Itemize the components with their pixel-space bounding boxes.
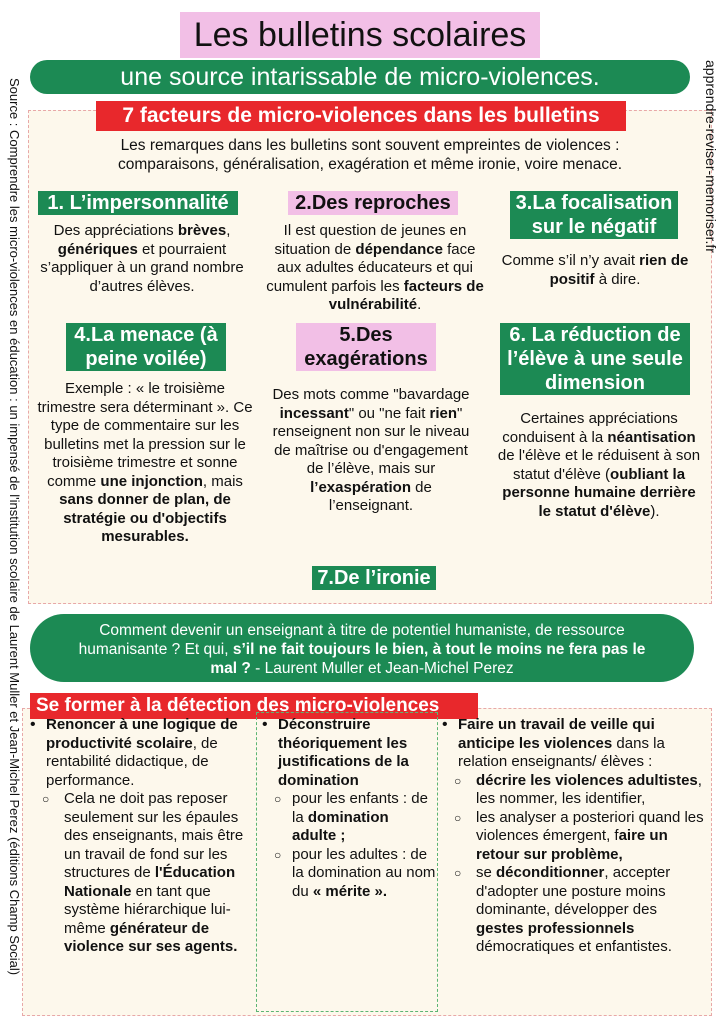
factor-6-title: 6. La réduction de l’élève à une seule dimension (500, 323, 690, 395)
factor-1-text: Des appréciations brèves, génériques et pourraient s’appliquer à un grand nombre d’autres élèves. (40, 222, 244, 295)
factors-intro: Les remarques dans les bulletins sont souvent empreintes de violences : comparaisons, généralisation, exagération et même ironie, voire menace. (117, 137, 622, 173)
factor-3-text: Comme s’il n’y avait rien de positif à dire. (501, 252, 689, 288)
site-credit: apprendre-reviser-memoriser.fr (703, 60, 719, 253)
source-credit: Source : Comprendre les micro-violences en éducation : un impensé de l'institution scolaire de Laurent Muller et Jean-Michel Perez (éditions Champ Social) (7, 78, 22, 976)
list-item: ○ pour les adultes : de la domination au nom du « mérite ». (260, 846, 436, 902)
list-item: ○ décrire les violences adultistes, les nommer, les identifier, (440, 772, 708, 809)
factors-banner: 7 facteurs de micro-violences dans les bulletins (96, 101, 626, 131)
factor-5-title: 5.Des exagérations (296, 323, 436, 371)
list-item: ○ pour les enfants : de la domination adulte ; (260, 790, 436, 846)
list-item: ○ Cela ne doit pas reposer seulement sur les épaules des enseignants, mais être un travail de fond sur les structures de l'Éducation Nationale en tant que système hiérarchique lui-même générateur de violence sur ses agents. (28, 790, 256, 957)
factor-5-text: Des mots comme "bavardage incessant" ou "ne fait rien" renseignent non sur le niveau de maîtrise ou d'engagement de l’élève, mais sur l’exaspération de l’enseignant. (272, 386, 470, 514)
training-column-2 (260, 716, 436, 901)
list-item: • Renoncer à une logique de productivité scolaire, de rentabilité didactique, de performance. (28, 716, 256, 790)
list-item: • Déconstruire théoriquement les justifications de la domination (260, 716, 436, 790)
page-subtitle: une source intarissable de micro-violences. (30, 60, 690, 94)
training-column-3 (440, 716, 708, 957)
factor-7-title: 7.De l’ironie (312, 566, 436, 590)
factor-4-title: 4.La menace (à peine voilée) (66, 323, 226, 371)
quote-pill: Comment devenir un enseignant à titre de potentiel humaniste, de ressource humanisante ? Et qui, s’il ne fait toujours le bien, à tout le moins ne fera pas le mal ? - Laurent Muller et Jean-Michel Perez (30, 614, 694, 682)
training-column-1 (28, 716, 256, 957)
factor-6-text: Certaines appréciations conduisent à la néantisation de l'élève et le réduisent à son statut d'élève (oubliant la personne humaine derrière le statut d'élève). (497, 410, 701, 520)
list-item: • Faire un travail de veille qui anticipe les violences dans la relation enseignants/ élèves : (440, 716, 708, 772)
page-title: Les bulletins scolaires (180, 12, 540, 58)
list-item: ○ les analyser a posteriori quand les violences émergent, faire un retour sur problème, (440, 809, 708, 865)
factor-2-title: 2.Des reproches (288, 191, 458, 215)
training-banner: Se former à la détection des micro-violences (30, 693, 478, 719)
factor-2-text: Il est question de jeunes en situation de dépendance face aux adultes éducateurs et qui cumulent parfois les facteurs de vulnérabilité. (266, 222, 484, 313)
list-item: ○ se déconditionner, accepter d'adopter une posture moins dominante, développer des gestes professionnels démocratiques et enfantistes. (440, 864, 708, 957)
factor-1-title: 1. L’impersonnalité (38, 191, 238, 215)
factor-4-text: Exemple : « le troisième trimestre sera déterminant ». Ce type de commentaire sur les bulletins met la pression sur le troisième trimestre et sonne comme une injonction, mais sans donner de plan, de stratégie ou d'objectifs mesurables. (37, 380, 253, 545)
factor-3-title: 3.La focalisation sur le négatif (510, 191, 678, 239)
